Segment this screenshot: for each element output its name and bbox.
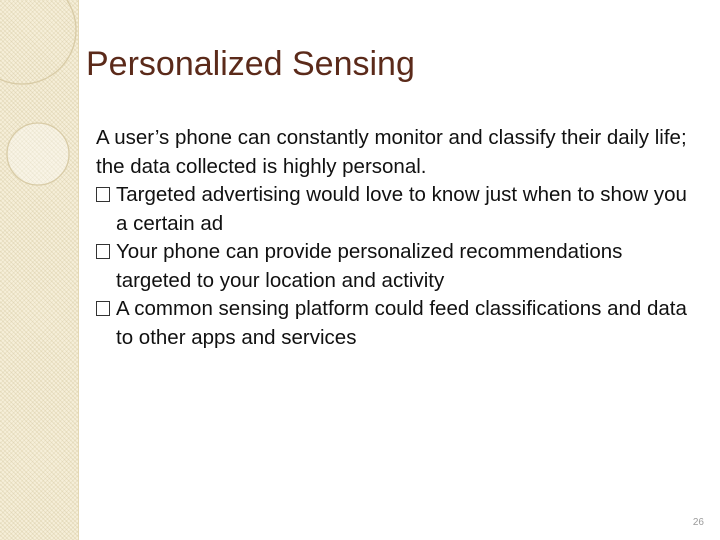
intro-paragraph: A user’s phone can constantly monitor and classify their daily life; the data collected is highly personal. (96, 126, 687, 178)
checkbox-icon (96, 244, 110, 259)
checkbox-icon (96, 187, 110, 202)
decorative-circles (0, 0, 110, 200)
bullet-text: Your phone can provide personalized recommendations targeted to your location and activity (116, 240, 623, 292)
title-area (86, 44, 686, 84)
slide-title: Personalized Sensing (86, 45, 415, 83)
slide-content (96, 124, 696, 352)
bullet-text: A common sensing platform could feed classifications and data to other apps and services (116, 297, 687, 349)
bullet-item (96, 238, 696, 295)
bullet-list (96, 181, 696, 352)
slide-number: 26 (692, 517, 704, 528)
bullet-item (96, 295, 696, 352)
bullet-item (96, 181, 696, 238)
decor-circle-small (7, 123, 69, 185)
decor-circle-large (0, 0, 76, 84)
bullet-text: Targeted advertising would love to know just when to show you a certain ad (116, 183, 687, 235)
checkbox-icon (96, 301, 110, 316)
